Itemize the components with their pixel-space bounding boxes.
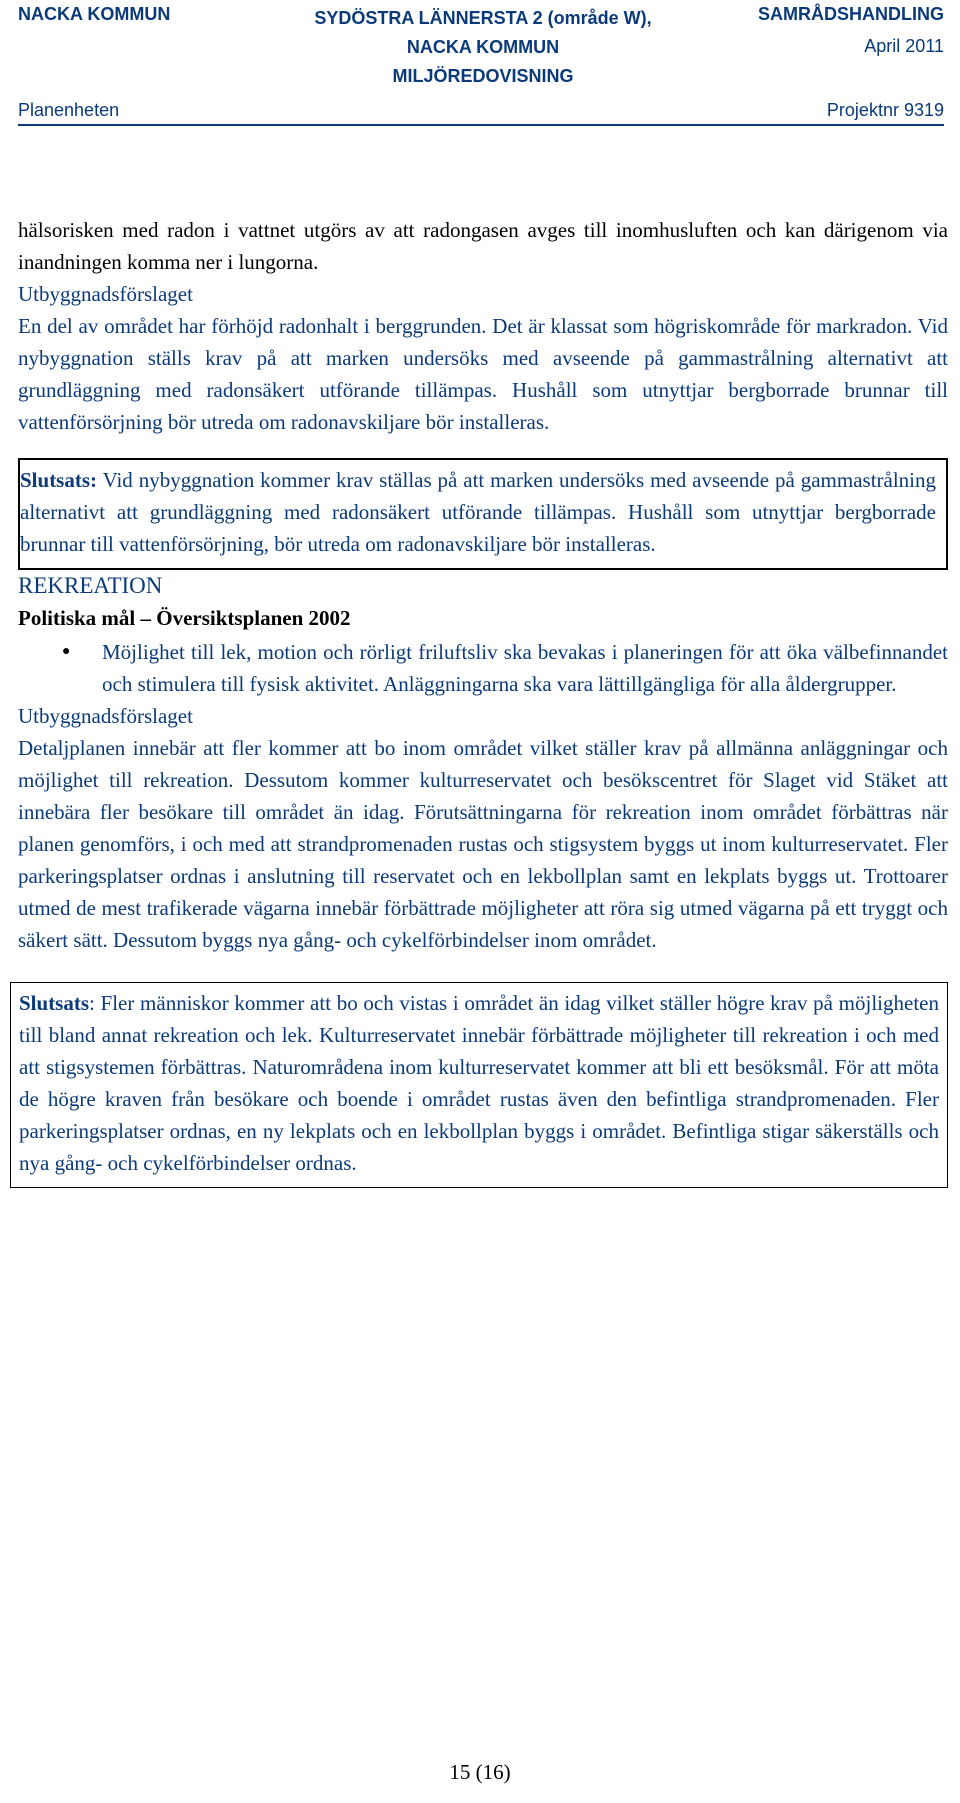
header-org: NACKA KOMMUN [18, 4, 171, 24]
radon-paragraph [18, 310, 948, 438]
radon-conclusion-text: Vid nybyggnation kommer krav ställas på att marken undersöks med avseende på gammastrålning alternativt att grundläggning med radonsäkert utförande tillämpas. Hushåll som utnyttjar bergborrade brunnar till vattenförsörjning, bör utreda om radonavskiljare bör installeras. [20, 468, 937, 556]
rek-paragraph: Detaljplanen innebär att fler kommer att bo inom området vilket ställer krav på allmänna anläggningar och möjlighet till rekreation. Dessutom kommer kulturreservatet och besökscentret för Slaget vid Stäket att innebära fler besökare till området än idag. Förutsättningarna för rekreation inom området förbättras när planen genomförs, i och med att strandpromenaden rustas och stigsystem byggs ut inom kulturreservatet. Fler parkeringsplatser ordnas i anslutning till reservatet och en lekbollplan samt en lekplats byggs ut. Trottoarer utmed de mest trafikerade vägarna innebär förbättrade möjligheter att röra sig utmed vägarna på ett tryggt och säkert sätt. Dessutom byggs nya gång- och cykelförbindelser inom området. [18, 736, 948, 952]
header-date: April 2011 [864, 36, 944, 56]
rek-conclusion-text: : Fler människor kommer att bo och vistas i området än idag vilket ställer högre krav på möjligheten till bland annat rekreation och lek. Kulturreservatet innebär förbättrade möjligheter till rekreation i och med att stigsystemen förbättras. Naturområdena inom kulturreservatet kommer att bli ett besöksmål. För att möta de högre kraven från besökare och boende i området rustas även den befintliga strandpromenaden. Fler parkeringsplatser ordnas, en ny lekplats och en lekbollplan byggs i området. Befintliga stigar säkerställs och nya gång- och cykelförbindelser ordnas. [19, 991, 939, 1175]
header-dept: Planenheten [18, 100, 120, 120]
header-status: SAMRÅDSHANDLING [758, 4, 944, 24]
radon-intro-paragraph: hälsorisken med radon i vattnet utgörs av att radongasen avges till inomhusluften och kan därigenom via inandningen komma ner i lungorna. [18, 218, 948, 274]
radon-text-2: Hushåll som utnyttjar bergborrade brunnar till vattenförsörjning bör utreda om radonavskiljare bör installeras. [18, 378, 948, 434]
document-body [18, 214, 948, 1188]
bullet-icon: ● [62, 644, 71, 659]
header-subtitle: MILJÖREDOVISNING [392, 66, 574, 86]
radon-text-1: En del av området har förhöjd radonhalt i berggrunden. Det är klassat som högriskområde för markradon. Vid nybyggnation ställs krav på att marken undersöks med avseende på gammastrålning alternativt att grundläggning med radonsäkert utförande tillämpas. [18, 314, 948, 402]
header-project-name: SYDÖSTRA LÄNNERSTA 2 (område W), [314, 8, 652, 28]
header-divider [18, 124, 944, 126]
list-item: ● Möjlighet till lek, motion och rörligt friluftsliv ska bevakas i planeringen för att öka välbefinnandet och stimulera till fysisk aktivitet. Anläggningarna ska vara lättillgängliga för alla åldergrupper. [18, 636, 948, 700]
policy-list [18, 636, 948, 700]
rek-conclusion-label: Slutsats [19, 991, 90, 1015]
radon-conclusion-box [18, 458, 948, 570]
header-project-no: Projektnr 9319 [826, 100, 944, 120]
header-city: NACKA KOMMUN [406, 37, 560, 57]
header-center [273, 4, 693, 91]
rek-conclusion-box [10, 982, 948, 1188]
page-number: 15 (16) [449, 1760, 511, 1784]
policy-heading: Politiska mål – Översiktsplanen 2002 [18, 606, 351, 630]
rek-heading: Utbyggnadsförslaget [18, 704, 193, 728]
page-header [18, 0, 944, 122]
section-title-rekreation: REKREATION [18, 573, 163, 598]
radon-conclusion-label: Slutsats: [20, 468, 98, 492]
radon-heading: Utbyggnadsförslaget [18, 282, 193, 306]
